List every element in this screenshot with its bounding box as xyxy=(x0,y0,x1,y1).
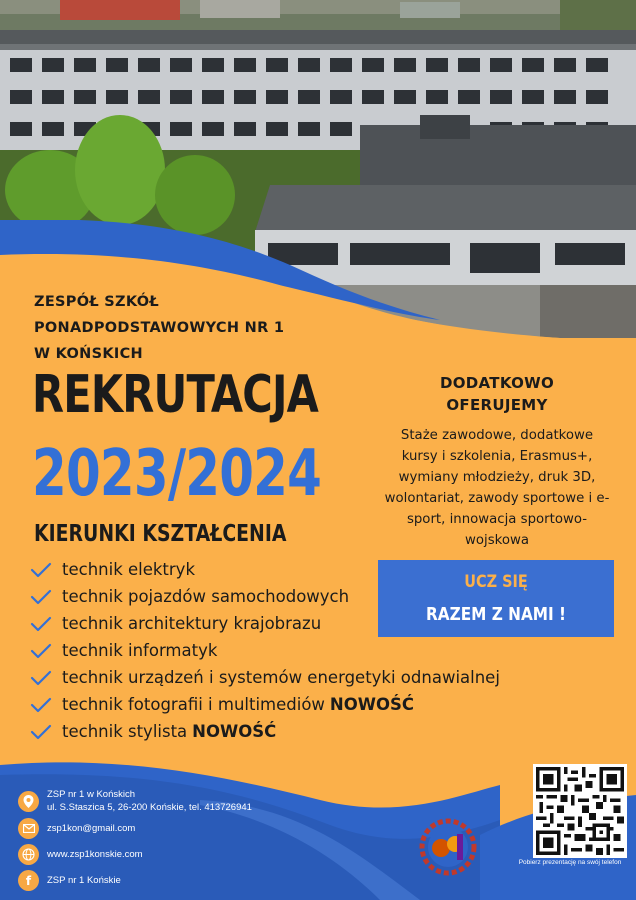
new-badge: NOWOŚĆ xyxy=(329,695,414,714)
offer-title-line: OFERUJEMY xyxy=(446,396,548,414)
program-name: technik informatyk xyxy=(62,641,218,660)
globe-icon xyxy=(18,844,39,865)
contact-facebook[interactable] xyxy=(18,870,121,891)
contact-email[interactable] xyxy=(18,818,135,839)
check-icon xyxy=(30,562,52,578)
list-item xyxy=(30,664,500,691)
school-name-line: PONADPODSTAWOWYCH NR 1 xyxy=(34,320,285,336)
location-icon xyxy=(18,791,39,812)
check-icon xyxy=(30,643,52,659)
check-icon xyxy=(30,589,52,605)
offer-title xyxy=(382,372,612,416)
offer-title-line: DODATKOWO xyxy=(439,374,555,392)
facebook-text[interactable]: ZSP nr 1 Końskie xyxy=(47,875,121,886)
program-name: technik architektury krajobrazu xyxy=(62,614,322,633)
contact-address xyxy=(18,788,252,814)
qr-code[interactable] xyxy=(533,764,627,858)
website-text[interactable]: www.zsp1konskie.com xyxy=(47,849,143,860)
list-item xyxy=(30,718,500,745)
check-icon xyxy=(30,724,52,740)
address-line: ul. S.Staszica 5, 26-200 Końskie, tel. 413726941 xyxy=(47,802,252,813)
school-name-line: W KOŃSKICH xyxy=(34,346,143,362)
cta-line1: UCZ SIĘ xyxy=(464,572,528,592)
school-name-line: ZESPÓŁ SZKÓŁ xyxy=(34,294,159,310)
recruitment-title: REKRUTACJA xyxy=(32,365,319,425)
contact-website[interactable] xyxy=(18,844,143,865)
list-item xyxy=(30,691,500,718)
email-icon xyxy=(18,818,39,839)
recruitment-year: 2023/2024 xyxy=(32,437,322,511)
additional-offer xyxy=(382,372,612,551)
program-name: technik urządzeń i systemów energetyki odnawialnej xyxy=(62,668,500,687)
program-name: technik stylista xyxy=(62,722,188,741)
program-name: technik fotografii i multimediów xyxy=(62,695,325,714)
cta-banner xyxy=(378,560,614,637)
program-name: technik elektryk xyxy=(62,560,196,579)
address-name: ZSP nr 1 w Końskich xyxy=(47,789,136,800)
check-icon xyxy=(30,697,52,713)
facebook-icon: f xyxy=(18,870,39,891)
email-text[interactable]: zsp1kon@gmail.com xyxy=(47,823,136,834)
school-name xyxy=(34,289,334,367)
qr-caption: Pobierz prezentację na swój telefon xyxy=(518,859,622,866)
list-item xyxy=(30,637,500,664)
check-icon xyxy=(30,670,52,686)
programs-heading: KIERUNKI KSZTAŁCENIA xyxy=(34,521,287,547)
program-name: technik pojazdów samochodowych xyxy=(62,587,350,606)
offer-body: Staże zawodowe, dodatkowe kursy i szkolenia, Erasmus+, wymiany młodzieży, druk 3D, wolontariat, zawody sportowe i e-sport, innowacja sportowo-wojskowa xyxy=(384,428,610,548)
check-icon xyxy=(30,616,52,632)
new-badge: NOWOŚĆ xyxy=(192,722,277,741)
cta-line2: RAZEM Z NAMI ! xyxy=(425,604,567,625)
school-logo xyxy=(419,818,477,876)
